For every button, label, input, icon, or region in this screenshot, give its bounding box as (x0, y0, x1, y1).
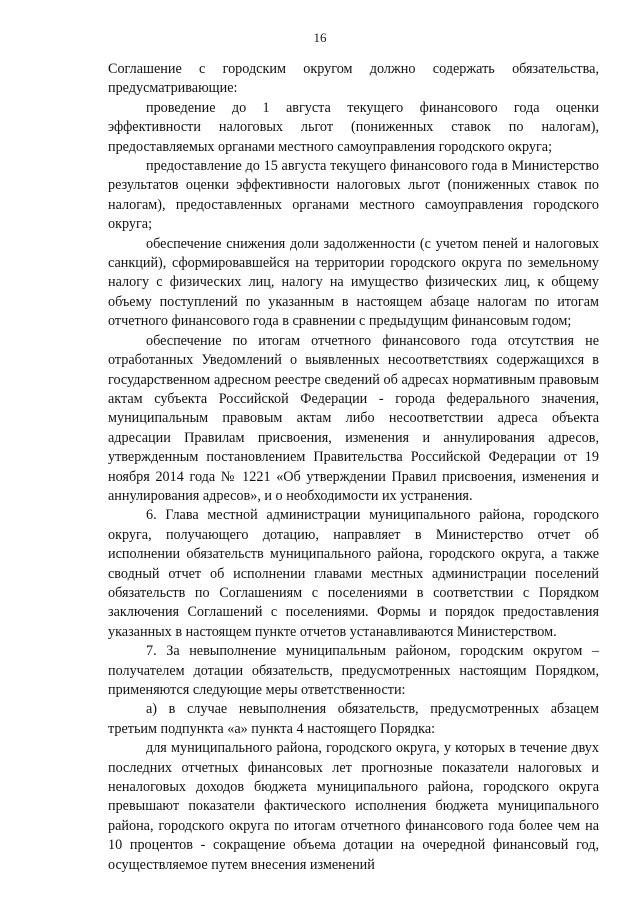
paragraph-item-6: 6. Глава местной администрации муниципального района, городского округа, получающего дотацию, направляет в Министерство отчет об исполнении обязательств муниципального района, городского округа, а также сводный отчет об исполнении главами местных администрации поселений обязательств по Соглашениям с поселениями в соответствии с Порядком заключения Соглашений с поселениями. Формы и порядок предоставления указанных в настоящем пункте отчетов устанавливаются Министерством. (108, 507, 599, 640)
paragraph-obligation-evaluation: проведение до 1 августа текущего финансового года оценки эффективности налоговых льгот (пониженных ставок по налогам), предоставляемых органами местного самоуправления городского округа; (108, 99, 599, 155)
paragraph-obligation-debt: обеспечение снижения доли задолженности (с учетом пеней и налоговых санкций), сформировавшейся на территории городского округа по земельному налогу с физических лиц, налогу на имущество физических лиц, к общему объему поступлений по указанным в настоящем абзаце налогам по итогам отчетного финансового года в сравнении с предыдущим финансовым годом; (108, 235, 599, 330)
page-number: 16 (313, 30, 327, 45)
paragraph-item-7a: а) в случае невыполнения обязательств, предусмотренных абзацем третьим подпункта «а» пункта 4 настоящего Порядка: (108, 701, 599, 737)
paragraph-obligation-address-registry: обеспечение по итогам отчетного финансового года отсутствия не отработанных Уведомлений о выявленных несоответствиях содержащихся в государственном адресном реестре сведений об адресах нормативным правовым актам субъекта Российской Федерации - города федерального значения, муниципальным правовым актам либо несоответствии адреса объекта адресации Правилам присвоения, изменения и аннулирования адресов, утвержденным постановлением Правительства Российской Федерации от 19 ноября 2014 года № 1221 «Об утверждении Правил присвоения, изменения и аннулирования адресов», и о необходимости их устранения. (108, 332, 599, 504)
paragraph-intro: Соглашение с городским округом должно содержать обязательства, предусматривающие: (108, 61, 599, 97)
paragraph-item-7a-measure: для муниципального района, городского округа, у которых в течение двух последних отчетных финансовых лет прогнозные показатели налоговых и неналоговых доходов бюджета муниципального района, городского округа превышают показатели фактического исполнения бюджета муниципального района, городского округа по итогам отчетного финансового года более чем на 10 процентов - сокращение объема дотации на очередной финансовый год, осуществляемое путем внесения изменений (108, 740, 599, 873)
paragraph-item-7: 7. За невыполнение муниципальным районом, городским округом – получателем дотации обязательств, предусмотренных настоящим Порядком, применяются следующие меры ответственности: (108, 643, 599, 698)
paragraph-obligation-report: предоставление до 15 августа текущего финансового года в Министерство результатов оценки эффективности налоговых льгот (пониженных ставок по налогам), предоставленных органами местного самоуправления городского округа; (108, 158, 599, 233)
document-body (108, 60, 599, 875)
